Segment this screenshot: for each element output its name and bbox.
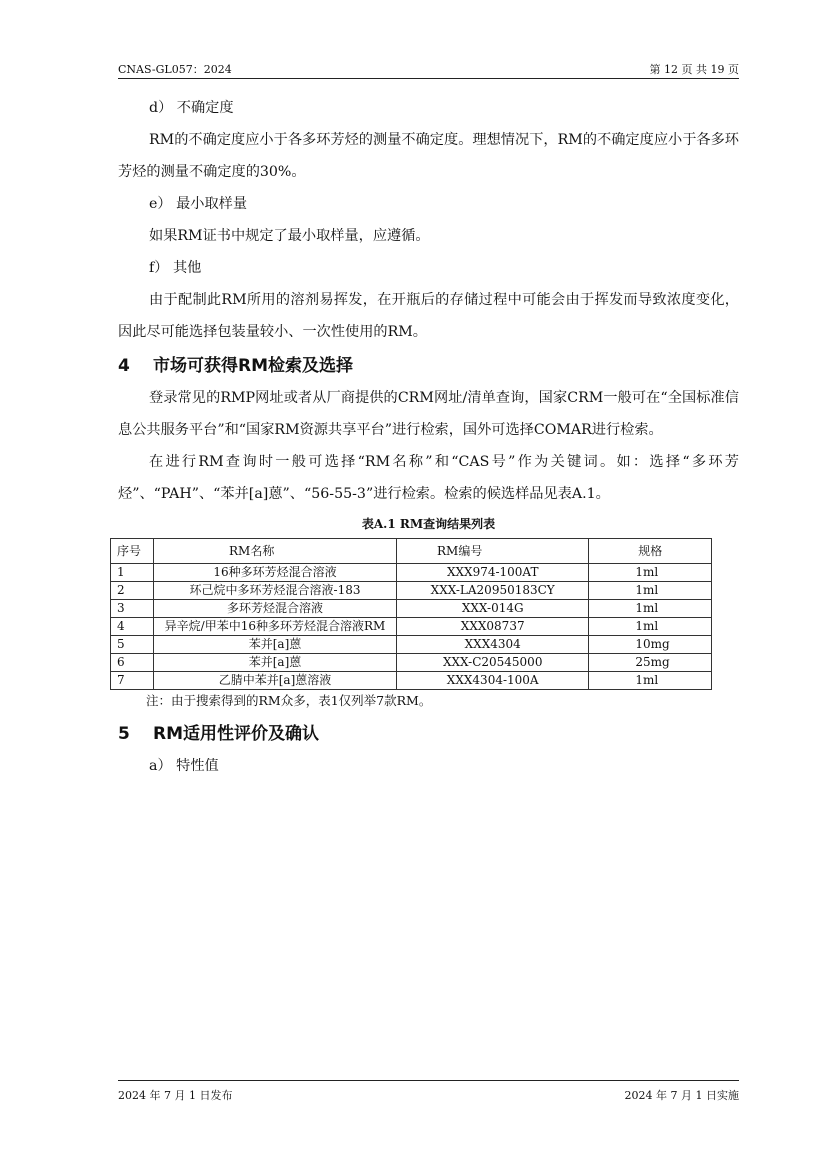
item-d-title: d） 不确定度 [149, 100, 234, 116]
issue-date: 2024 年 7 月 1 日发布 [118, 1089, 233, 1102]
table-row [111, 582, 712, 600]
cell-name: 多环芳烃混合溶液 [154, 600, 397, 618]
doc-id: CNAS-GL057：2024 [118, 63, 232, 76]
section-5-heading [118, 718, 739, 750]
cell-spec: 1ml [589, 600, 712, 618]
table-note: 注：由于搜索得到的RM众多，表1仅列举7款RM。 [146, 693, 432, 708]
cell-name: 乙腈中苯并[a]蒽溶液 [154, 672, 397, 690]
header-no: 序号 [111, 539, 154, 564]
cell-name: 16种多环芳烃混合溶液 [154, 564, 397, 582]
page-footer [118, 1080, 739, 1102]
section-5-title: RM适用性评价及确认 [153, 724, 320, 744]
cell-no: 5 [111, 636, 154, 654]
section-4-title: 市场可获得RM检索及选择 [153, 356, 354, 376]
cell-spec: 25mg [589, 654, 712, 672]
cell-no: 4 [111, 618, 154, 636]
table-row [111, 618, 712, 636]
table-header-row [111, 539, 712, 564]
table-row [111, 672, 712, 690]
item-d-text: RM的不确定度应小于各多环芳烃的测量不确定度。理想情况下，RM的不确定度应小于各多环芳烃的测量不确定度的30%。 [118, 132, 739, 180]
cell-code: XXX-LA20950183CY [397, 582, 589, 600]
section-4-paragraph-2: 在进行RM查询时一般可选择“RM名称”和“CAS号”作为关键词。如：选择“多环芳烃”、“PAH”、“苯并[a]蒽”、“56-55-3”进行检索。检索的候选样品见表A.1。 [118, 454, 739, 502]
table-caption: 表A.1 RM查询结果列表 [361, 517, 496, 531]
cell-no: 1 [111, 564, 154, 582]
cell-no: 3 [111, 600, 154, 618]
cell-name: 环己烷中多环芳烃混合溶液-183 [154, 582, 397, 600]
effective-date: 2024 年 7 月 1 日实施 [624, 1089, 739, 1102]
document-body [118, 92, 739, 782]
cell-code: XXX974-100AT [397, 564, 589, 582]
page-header [118, 58, 739, 79]
item-a-title: a） 特性值 [149, 758, 219, 774]
table-row [111, 636, 712, 654]
cell-spec: 1ml [589, 582, 712, 600]
header-name: RM名称 [154, 539, 397, 564]
table-row [111, 600, 712, 618]
table-row [111, 564, 712, 582]
section-5-number: 5 [118, 724, 130, 744]
cell-name: 异辛烷/甲苯中16种多环芳烃混合溶液RM [154, 618, 397, 636]
cell-no: 2 [111, 582, 154, 600]
cell-spec: 1ml [589, 564, 712, 582]
cell-name: 苯并[a]蒽 [154, 636, 397, 654]
section-4-heading [118, 350, 739, 382]
cell-no: 7 [111, 672, 154, 690]
cell-spec: 1ml [589, 672, 712, 690]
item-e-text: 如果RM证书中规定了最小取样量，应遵循。 [149, 228, 430, 244]
header-spec: 规格 [589, 539, 712, 564]
cell-code: XXX08737 [397, 618, 589, 636]
page-number: 第 12 页 共 19 页 [649, 63, 739, 76]
cell-no: 6 [111, 654, 154, 672]
cell-name: 苯并[a]蒽 [154, 654, 397, 672]
section-4-paragraph-1: 登录常见的RMP网址或者从厂商提供的CRM网址/清单查询，国家CRM一般可在“全国标准信息公共服务平台”和“国家RM资源共享平台”进行检索，国外可选择COMAR进行检索。 [118, 390, 739, 438]
table-row [111, 654, 712, 672]
item-f-text: 由于配制此RM所用的溶剂易挥发，在开瓶后的存储过程中可能会由于挥发而导致浓度变化，因此尽可能选择包装量较小、一次性使用的RM。 [118, 292, 739, 340]
cell-spec: 10mg [589, 636, 712, 654]
cell-code: XXX-C20545000 [397, 654, 589, 672]
header-code: RM编号 [397, 539, 589, 564]
item-f-title: f） 其他 [149, 260, 202, 276]
item-e-title: e） 最小取样量 [149, 196, 248, 212]
cell-code: XXX4304-100A [397, 672, 589, 690]
cell-code: XXX4304 [397, 636, 589, 654]
cell-spec: 1ml [589, 618, 712, 636]
rm-results-table [110, 538, 712, 690]
cell-code: XXX-014G [397, 600, 589, 618]
section-4-number: 4 [118, 356, 130, 376]
